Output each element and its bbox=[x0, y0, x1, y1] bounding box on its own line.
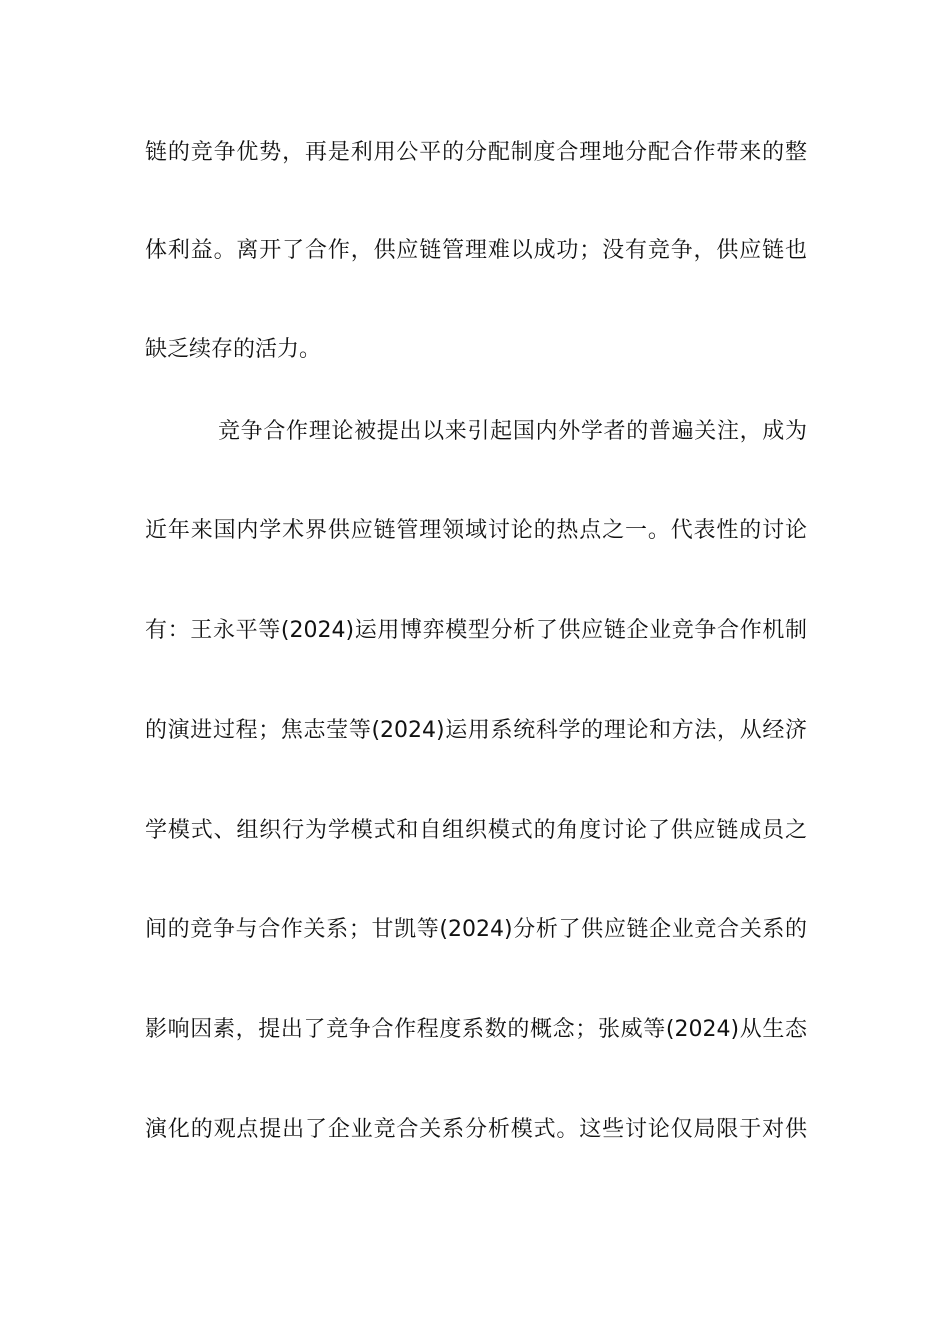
text-line-2: 体利益。离开了合作，供应链管理难以成功；没有竞争，供应链也 bbox=[145, 238, 807, 263]
text-line-11: 演化的观点提出了企业竞合关系分析模式。这些讨论仅局限于对供 bbox=[145, 1117, 807, 1142]
text-line-5: 近年来国内学术界供应链管理领域讨论的热点之一。代表性的讨论 bbox=[145, 518, 807, 543]
text-line-8: 学模式、组织行为学模式和自组织模式的角度讨论了供应链成员之 bbox=[145, 818, 807, 843]
text-line-3: 缺乏续存的活力。 bbox=[145, 337, 322, 362]
text-line-9: 间的竞争与合作关系；甘凯等(2024)分析了供应链企业竞合关系的 bbox=[145, 917, 807, 942]
text-line-7: 的演进过程；焦志莹等(2024)运用系统科学的理论和方法，从经济 bbox=[145, 718, 807, 743]
text-line-1: 链的竞争优势，再是利用公平的分配制度合理地分配合作带来的整 bbox=[145, 140, 807, 165]
text-line-6: 有：王永平等(2024)运用博弈模型分析了供应链企业竞争合作机制 bbox=[145, 618, 807, 643]
text-line-10: 影响因素，提出了竞争合作程度系数的概念；张威等(2024)从生态 bbox=[145, 1017, 807, 1042]
text-line-4: 竞争合作理论被提出以来引起国内外学者的普遍关注，成为 bbox=[218, 419, 807, 444]
